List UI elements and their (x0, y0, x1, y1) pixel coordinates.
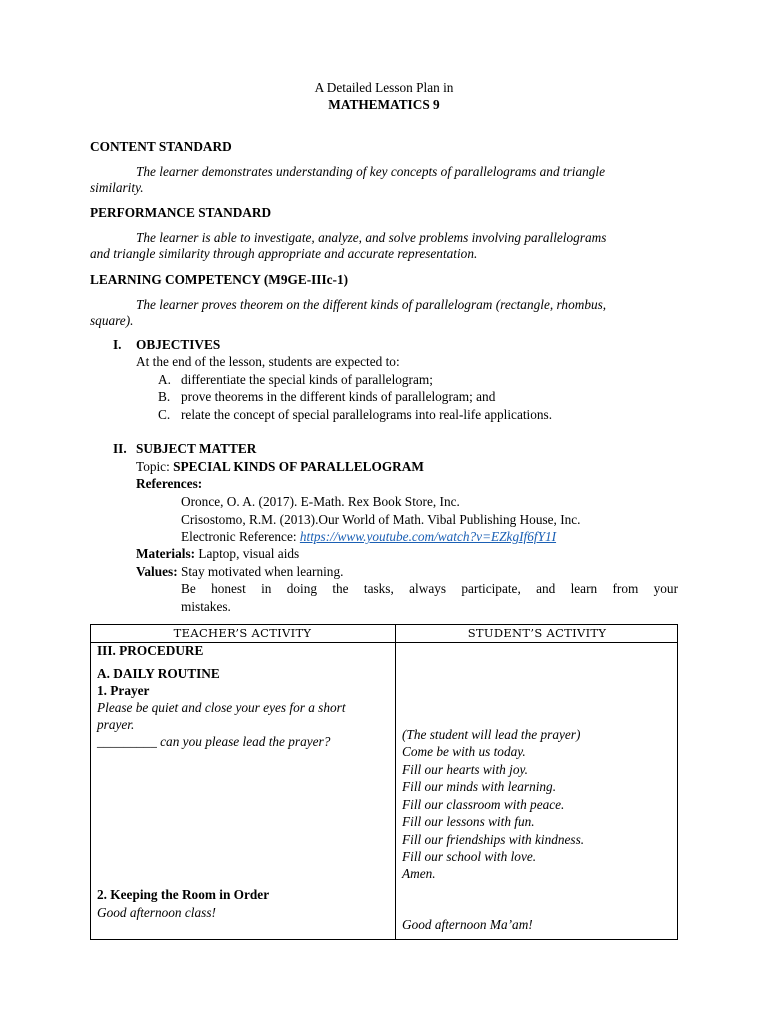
objectives-heading: OBJECTIVES (136, 337, 221, 352)
prayer-student-line: Fill our hearts with joy. (402, 762, 528, 777)
subject-matter-numeral: II. (113, 441, 127, 456)
objectives-intro: At the end of the lesson, students are expected to: (136, 354, 400, 369)
procedure-heading: III. PROCEDURE (97, 643, 204, 658)
electronic-reference-link[interactable]: https://www.youtube.com/watch?v=EZkgIf6fY1I (299, 529, 557, 544)
materials-line (136, 546, 299, 562)
student-activity-header: STUDENT’S ACTIVITY (467, 626, 607, 640)
learning-competency-text-2: square). (90, 313, 134, 328)
objective-b-letter: B. (158, 389, 171, 404)
doc-title-subject: MATHEMATICS 9 (328, 97, 440, 112)
daily-routine-heading: A. DAILY ROUTINE (97, 666, 220, 681)
prayer-teacher-line-2: prayer. (97, 717, 135, 732)
topic-line (136, 459, 424, 475)
room-order-teacher-line: Good afternoon class! (97, 905, 216, 920)
prayer-student-line: Fill our classroom with peace. (402, 797, 565, 812)
objective-a-text: differentiate the special kinds of parallelogram; (181, 372, 433, 387)
content-standard-text-1: The learner demonstrates understanding of key concepts of parallelograms and triangle (136, 164, 606, 179)
prayer-heading: 1. Prayer (97, 683, 150, 698)
materials-value: Laptop, visual aids (198, 546, 300, 561)
values-label: Values: (136, 564, 178, 579)
prayer-student-line: Amen. (402, 866, 436, 881)
performance-standard-text-2: and triangle similarity through appropriate and accurate representation. (90, 246, 478, 261)
content-standard-heading: CONTENT STANDARD (90, 139, 232, 154)
values-text-3: mistakes. (181, 599, 231, 614)
teacher-activity-header: TEACHER’S ACTIVITY (173, 626, 312, 640)
objective-c-letter: C. (158, 407, 171, 422)
values-text-2: Be honest in doing the tasks, always participate, and learn from your (181, 581, 678, 596)
prayer-teacher-line-3: _________ can you please lead the prayer? (97, 734, 331, 749)
prayer-student-line: Fill our school with love. (402, 849, 537, 864)
learning-competency-text-1: The learner proves theorem on the different kinds of parallelogram (rectangle, rhombus, (136, 297, 607, 312)
values-line (136, 564, 343, 580)
prayer-teacher-line-1: Please be quiet and close your eyes for a short (97, 700, 346, 715)
prayer-student-line: Come be with us today. (402, 744, 526, 759)
references-label: References: (136, 476, 203, 491)
topic-label: Topic: (136, 459, 170, 474)
objective-b-text: prove theorems in the different kinds of parallelogram; and (181, 389, 496, 404)
electronic-reference-label: Electronic Reference: (181, 529, 297, 544)
room-order-student-line: Good afternoon Ma’am! (402, 917, 533, 932)
prayer-student-line: Fill our lessons with fun. (402, 814, 535, 829)
values-value: Stay motivated when learning. (180, 564, 344, 579)
performance-standard-heading: PERFORMANCE STANDARD (90, 205, 272, 220)
performance-standard-text-1: The learner is able to investigate, analyze, and solve problems involving parallelograms (136, 230, 607, 245)
subject-matter-heading: SUBJECT MATTER (136, 441, 257, 456)
room-order-heading: 2. Keeping the Room in Order (97, 887, 270, 902)
reference-2: Crisostomo, R.M. (2013).Our World of Math. Vibal Publishing House, Inc. (181, 512, 581, 527)
table-column-divider (395, 624, 396, 940)
learning-competency-heading: LEARNING COMPETENCY (M9GE-IIIc-1) (90, 272, 349, 287)
objective-c-text: relate the concept of special parallelograms into real-life applications. (181, 407, 553, 422)
prayer-student-line: (The student will lead the prayer) (402, 727, 581, 742)
objective-a-letter: A. (158, 372, 171, 387)
prayer-student-line: Fill our minds with learning. (402, 779, 557, 794)
content-standard-text-2: similarity. (90, 180, 144, 195)
reference-1: Oronce, O. A. (2017). E-Math. Rex Book Store, Inc. (181, 494, 460, 509)
doc-title-line1: A Detailed Lesson Plan in (314, 80, 454, 95)
materials-label: Materials: (136, 546, 196, 561)
prayer-student-line: Fill our friendships with kindness. (402, 832, 585, 847)
objectives-numeral: I. (113, 337, 122, 352)
topic-value: SPECIAL KINDS OF PARALLELOGRAM (173, 459, 424, 474)
electronic-reference-line (181, 529, 556, 545)
